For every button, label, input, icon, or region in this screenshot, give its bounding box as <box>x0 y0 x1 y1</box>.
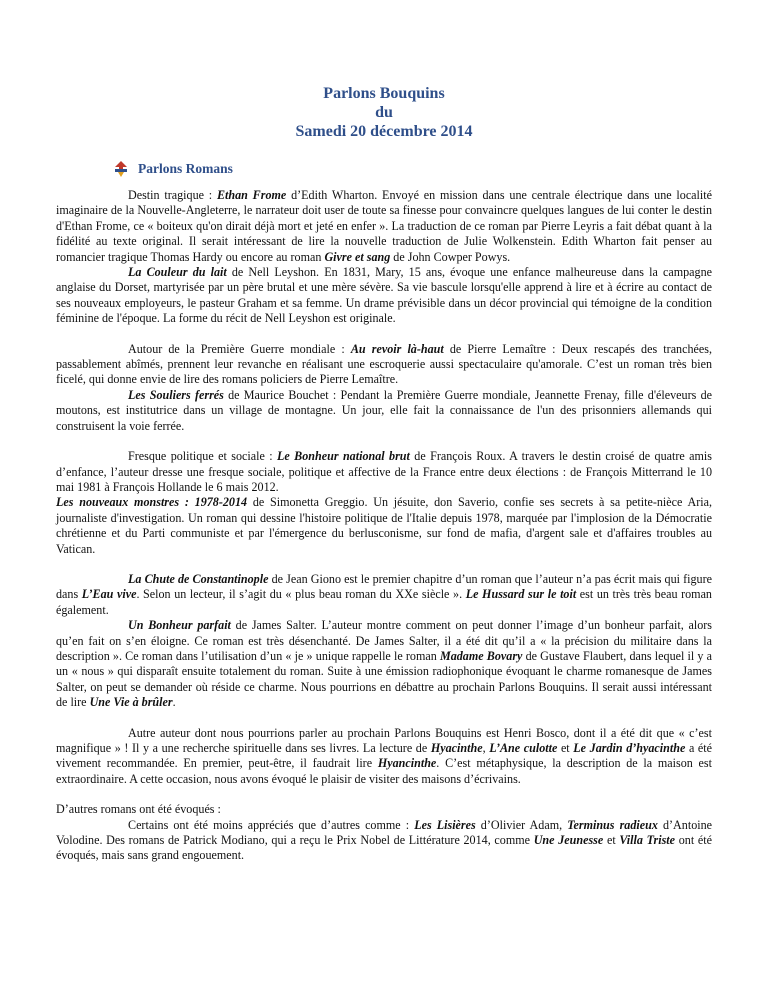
book-title: Madame Bovary <box>439 648 523 663</box>
book-title: L’Eau vive <box>81 587 137 602</box>
paragraph-text: de John Cowper Powys. <box>390 249 511 264</box>
book-title: Une Jeunesse <box>533 833 604 848</box>
book-title: Le Jardin d’hyacinthe <box>573 741 686 755</box>
paragraph <box>56 572 712 618</box>
paragraph-text: Fresque politique et sociale : <box>128 449 278 464</box>
paragraph <box>56 342 712 388</box>
book-title: Hyancinthe <box>377 756 437 771</box>
paragraph-text: de Nell Leyshon. En 1831, Mary, 15 ans, évoque une enfance malheureuse dans la campagne anglaise du Dorset, martyrisée par un père brutal et une mère sévère. Sa vie bascule lorsqu'elle apprend à lire et à écrire au contact de ses nouveaux employeurs, le pasteur Graham et sa femme. Un drame prévisible dans un décor provincial qui témoigne de la condition féminine de l'époque. La forme du récit de Nell Leyshon est originale. <box>56 265 712 326</box>
section-heading <box>112 160 233 178</box>
paragraph-text: de Maurice Bouchet : Pendant la Première Guerre mondiale, Jeannette Frenay, fille d'éleveurs de moutons, est institutrice dans un village de montagne. Un jour, elle fait la connaissance de l'un des prisonniers allemands qui construisent la voie ferrée. <box>56 387 712 433</box>
paragraph-text: de Jean Giono est le premier chapitre d’un roman que l’auteur n’a pas écrit mais qui figure dans <box>56 571 713 602</box>
paragraph <box>56 265 712 327</box>
paragraph-text: Autre auteur dont nous pourrions parler au prochain Parlons Bouquins est Henri Bosco, dont il a été dit que « c’est magnifique » ! Il y a une recherche spirituelle dans ses livres. La lecture de <box>56 725 712 755</box>
paragraph-text: a été vivement recommandée. En premier, peut-être, il faudrait lire <box>56 741 713 771</box>
book-title: Villa Triste <box>619 833 676 848</box>
book-title: Ethan Frome <box>216 188 287 202</box>
paragraph-text: de Gustave Flaubert, dans lequel il y a un « nous » qui disparaît ensuite totalement du roman. Suite à une émission radiophonique évoquant le charme romanesque de James Salter, on peut se demander où réside ce charme. Nous pourrions en débattre au prochain Parlons Bouquins. Il serait aussi intéressant de lire <box>56 648 713 710</box>
paragraph-text: d’Olivier Adam, <box>475 817 568 832</box>
book-title: Hyacinthe <box>430 741 483 755</box>
paragraph-text: , <box>482 741 490 755</box>
paragraph-text: d’Antoine Volodine. Des romans de Patrick Modiano, qui a reçu le Prix Nobel de Littérature 2014, comme <box>56 817 713 848</box>
paragraph-text: de Simonetta Greggio. Un jésuite, don Saverio, confie ses secrets à sa petite-nièce Aria, journaliste d'investigation. Un roman qui dessine l'histoire politique de l'Italie depuis 1978, marquée par l'implosion de la Démocratie chrétienne et du Parti communiste et par l'émergence du berlusconisme, sur fond de mafia, d'argent sale et d'affaires troubles au Vatican. <box>56 495 712 556</box>
paragraph-text: D’autres romans ont été évoqués : <box>56 802 221 817</box>
paragraph-text: et <box>557 741 574 755</box>
paragraph-text: Destin tragique : <box>128 188 217 202</box>
title-line-2: du <box>375 104 393 121</box>
book-title: Le Hussard sur le toit <box>465 587 577 602</box>
book-title: La Couleur du lait <box>128 265 227 280</box>
paragraph-text: d’Edith Wharton. Envoyé en mission dans une centrale électrique dans une localité imaginaire de la Nouvelle-Angleterre, le narrateur doit user de toute sa finesse pour convaincre quelques langues de lui conter le destin d'Ethan Frome, ce « boiteux qu'on dirait déjà mort et jeté en enfer ». La traduction de ce roman par Pierre Leyris a fait débat quant à la fidélité au texte original. Il serait intéressant de lire la nouvelle traduction de Julie Wolkenstein. Edith Wharton fait penser au romancier tragique Thomas Hardy ou encore au roman <box>56 188 713 264</box>
paragraph <box>56 726 712 788</box>
paragraph-gap <box>56 434 712 449</box>
book-title: Les Souliers ferrés <box>128 387 224 402</box>
title-line-3: Samedi 20 décembre 2014 <box>295 123 473 140</box>
paragraph-text: et <box>603 833 620 848</box>
paragraph-gap <box>56 557 712 572</box>
document-title <box>0 84 768 141</box>
paragraph-text: . Selon un lecteur, il s’agit du « plus beau roman du XXe siècle ». <box>136 587 466 602</box>
book-title: Terminus radieux <box>567 817 658 832</box>
book-title: Au revoir là-haut <box>350 341 444 356</box>
book-title: Les nouveaux monstres : 1978-2014 <box>56 495 248 510</box>
paragraph <box>56 188 712 265</box>
paragraph-text: de James Salter. L’auteur montre comment on peut donner l’image d’un bonheur parfait, alors qu’en fait on s’en éloigne. Ce roman est très désenchanté. De James Salter, il a été dit qu’il a « la précision du militaire dans la description ». Ce roman dans l’utilisation d’un « je » unique rappelle le roman <box>56 618 713 663</box>
paragraph <box>56 449 712 495</box>
book-title: L’Ane culotte <box>489 741 558 755</box>
book-title: Un Bonheur parfait <box>128 618 231 633</box>
paragraph-text: de Pierre Lemaître : Deux rescapés des tranchées, passablement abîmés, prennent leur revanche en réalisant une escroquerie aussi spectaculaire qu'amorale. C’est un roman très bien ficelé, qui donne envie de lire des romans policiers de Pierre Lemaître. <box>56 341 712 387</box>
paragraph <box>56 618 712 710</box>
paragraph <box>56 388 712 434</box>
paragraph-text: est un très très beau roman également. <box>56 587 712 617</box>
paragraph-text: . <box>172 695 176 710</box>
paragraph-gap <box>56 711 712 726</box>
book-title: Le Bonheur national brut <box>277 449 410 464</box>
paragraph <box>56 495 712 557</box>
paragraph-text: de François Roux. A travers le destin croisé de quatre amis d’enfance, l’auteur dresse une fresque sociale, politique et affective de la France entre deux élections : de François Mitterrand le 10 mai 1981 à François Hollande le 6 mais 2012. <box>56 449 712 494</box>
paragraph-gap <box>56 327 712 342</box>
section-label: Parlons Romans <box>138 161 233 176</box>
arrow-bullet-icon <box>112 160 130 178</box>
book-title: Une Vie à brûler <box>89 695 173 710</box>
paragraph-gap <box>56 787 712 802</box>
paragraph <box>56 802 712 817</box>
paragraph-text: Autour de la Première Guerre mondiale : <box>128 341 351 356</box>
book-title: Givre et sang <box>324 249 391 264</box>
document-body <box>56 188 712 864</box>
paragraph-text: ont été évoqués, mais sans grand engouement. <box>56 833 712 863</box>
book-title: Les Lisières <box>414 817 476 832</box>
title-line-1: Parlons Bouquins <box>323 85 445 102</box>
book-title: La Chute de Constantinople <box>128 571 269 586</box>
paragraph <box>56 818 712 864</box>
paragraph-text: . C’est métaphysique, la description de la maison est extraordinaire. A cette occasion, nous avons évoqué le plaisir de visiter des maisons d’écrivains. <box>56 756 712 786</box>
paragraph-text: Certains ont été moins appréciés que d’autres comme : <box>128 817 415 832</box>
